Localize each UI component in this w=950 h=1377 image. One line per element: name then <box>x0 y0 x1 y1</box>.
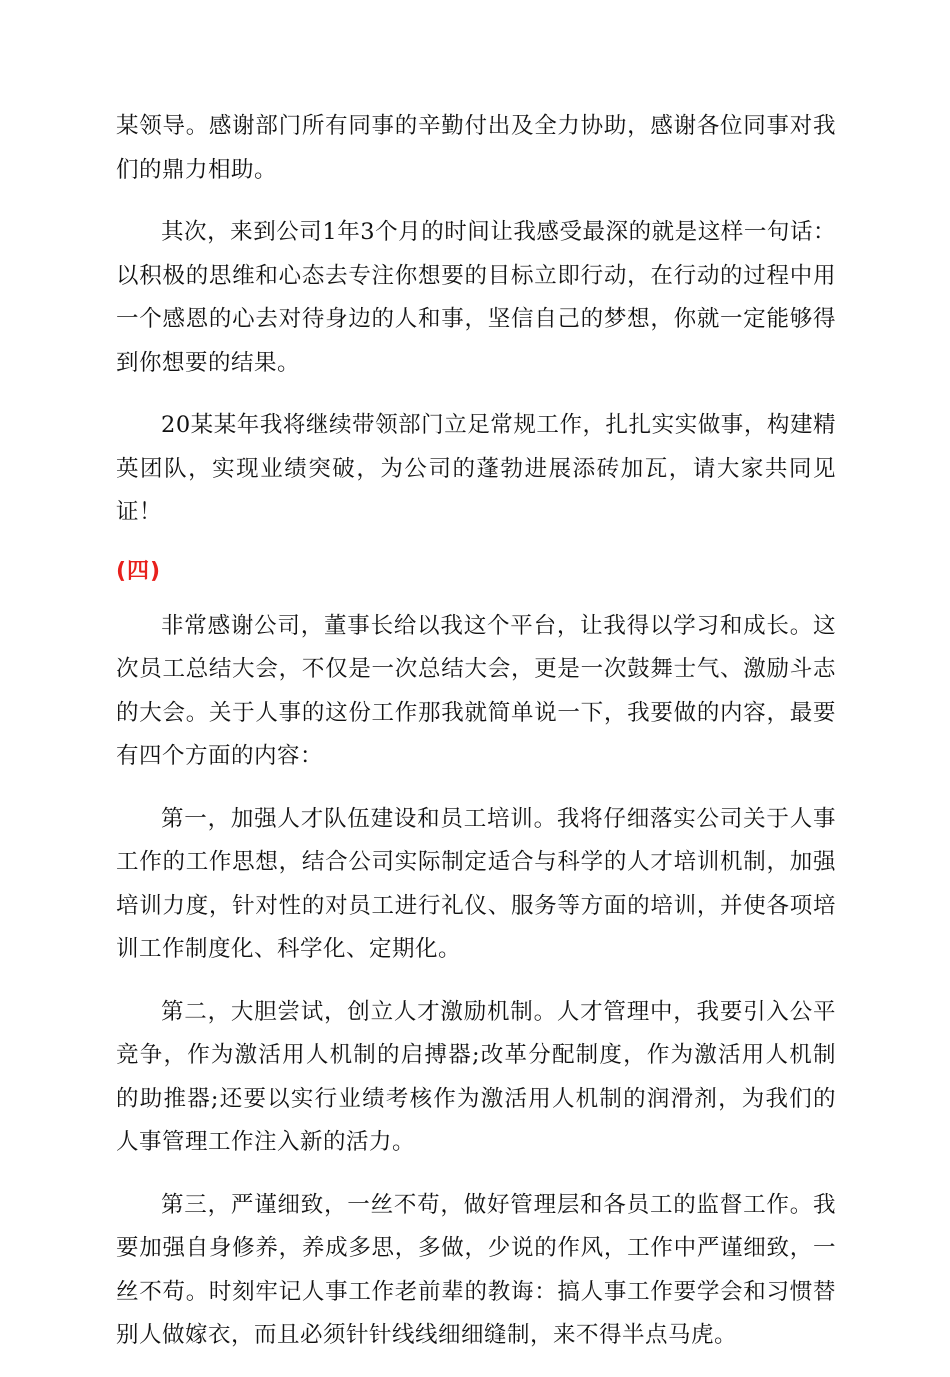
paragraph-first-point: 第一，加强人才队伍建设和员工培训。我将仔细落实公司关于人事工作的工作思想，结合公司实际制定适合与科学的人才培训机制，加强培训力度，针对性的对员工进行礼仪、服务等方面的培训，并使各项培训工作制度化、科学化、定期化。 <box>116 805 836 962</box>
paragraph-second: 其次，来到公司1年3个月的时间让我感受最深的就是这样一句话：以积极的思维和心态去专注你想要的目标立即行动，在行动的过程中用一个感恩的心去对待身边的人和事，坚信自己的梦想，你就一定能够得到你想要的结果。 <box>116 219 836 376</box>
paragraph-intro: 非常感谢公司，董事长给以我这个平台，让我得以学习和成长。这次员工总结大会，不仅是一次总结大会，更是一次鼓舞士气、激励斗志的大会。关于人事的这份工作那我就简单说一下，我要做的内容，最要有四个方面的内容： <box>116 612 836 769</box>
paragraph-third-point: 第三，严谨细致，一丝不苟，做好管理层和各员工的监督工作。我要加强自身修养，养成多思，多做，少说的作风，工作中严谨细致，一丝不苟。时刻牢记人事工作老前辈的教诲：搞人事工作要学会和习惯替别人做嫁衣，而且必须针针线线细细缝制，来不得半点马虎。 <box>116 1191 836 1348</box>
paragraph-second-point: 第二，大胆尝试，创立人才激励机制。人才管理中，我要引入公平竞争，作为激活用人机制的启搏器;改革分配制度，作为激活用人机制的助推器;还要以实行业绩考核作为激活用人机制的润滑剂，为我们的人事管理工作注入新的活力。 <box>116 998 836 1155</box>
section-heading: (四) <box>116 558 162 584</box>
document-body <box>116 105 836 1377</box>
paragraph-continued: 某领导。感谢部门所有同事的辛勤付出及全力协助，感谢各位同事对我们的鼎力相助。 <box>116 113 836 183</box>
paragraph-outlook: 20某某年我将继续带领部门立足常规工作，扎扎实实做事，构建精英团队，实现业绩突破，为公司的蓬勃进展添砖加瓦，请大家共同见证！ <box>116 412 836 525</box>
